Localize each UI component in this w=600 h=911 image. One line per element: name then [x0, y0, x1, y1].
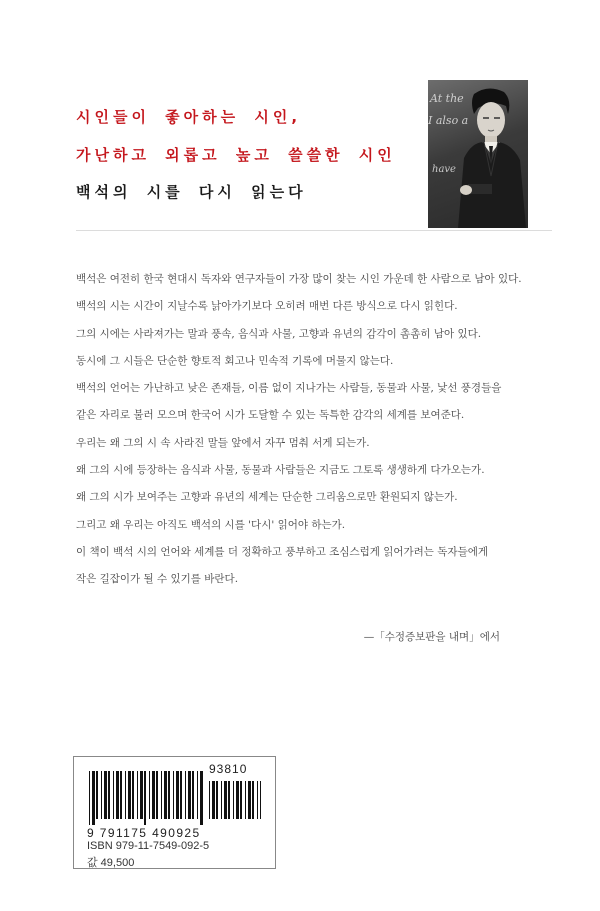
body-line: 동시에 그 시들은 단순한 향토적 회고나 민속적 기록에 머물지 않는다.: [76, 354, 394, 367]
ean-barcode: [89, 771, 204, 825]
body-text: [76, 266, 556, 594]
body-line: 왜 그의 시가 보여주는 고향과 유년의 세계는 단순한 그리움으로만 환원되지 않는가.: [76, 491, 458, 504]
headline-3: 백석의 시를 다시 읽는다: [76, 183, 307, 201]
divider: [76, 230, 552, 231]
body-line: 이 책이 백석 시의 언어와 세계를 더 정확하고 풍부하고 조심스럽게 읽어가려는 독자들에게: [76, 545, 489, 558]
barcode-box: [73, 756, 276, 869]
body-line: 같은 자리로 불러 모으며 한국어 시가 도달할 수 있는 독특한 감각의 세계를 보여준다.: [76, 409, 465, 422]
barcode-addon-digits: 93810: [209, 762, 248, 776]
chalk-text-2: I also a: [428, 114, 469, 127]
addon-barcode: [209, 781, 261, 825]
headline-1: 시인들이 좋아하는 시인,: [76, 108, 302, 126]
body-line: 백석의 시는 시간이 지날수록 낡아가기보다 오히려 매번 다른 방식으로 다시 읽힌다.: [76, 300, 458, 313]
chalk-text-1: At the: [430, 92, 464, 105]
chalk-text-3: have: [432, 164, 456, 175]
barcode-digits: 9 791175 490925: [87, 826, 201, 840]
source-attribution: —「수정증보판을 내며」에서: [363, 631, 500, 643]
body-line: 백석은 여전히 한국 현대시 독자와 연구자들이 가장 많이 찾는 시인 가운데 한 사람으로 남아 있다.: [76, 273, 522, 285]
body-line: 왜 그의 시에 등장하는 음식과 사물, 동물과 사람들은 지금도 그토록 생생하게 다가오는가.: [76, 464, 485, 477]
headline-2: 가난하고 외롭고 높고 쓸쓸한 시인: [76, 146, 396, 164]
price-text: 값 49,500: [87, 857, 135, 869]
body-line: 그의 시에는 사라져가는 말과 풍속, 음식과 사물, 고향과 유년의 감각이 촘촘히 남아 있다.: [76, 327, 482, 340]
author-photo: [428, 80, 528, 228]
isbn-text: ISBN 979-11-7549-092-5: [87, 840, 210, 852]
body-line: 작은 길잡이가 될 수 있기를 바란다.: [76, 573, 239, 586]
body-line: 우리는 왜 그의 시 속 사라진 말들 앞에서 자꾸 멈춰 서게 되는가.: [76, 436, 370, 449]
body-line: 그리고 왜 우리는 아직도 백석의 시를 '다시' 읽어야 하는가.: [76, 518, 346, 531]
body-line: 백석의 언어는 가난하고 낮은 존재들, 이름 없이 지나가는 사람들, 동물과 사물, 낯선 풍경들을: [76, 382, 502, 395]
